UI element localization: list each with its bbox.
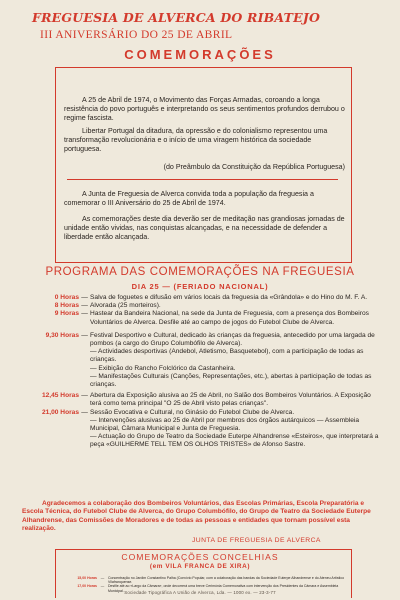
schedule-item: 0 Horas — Salva de foguetes e difusão em vários locais da freguesia da «Grândola» e do Hino do M. F. A. bbox=[22, 294, 382, 302]
schedule-text: Hastear da Bandeira Nacional, na sede da Junta de Freguesia, com a presença dos Bombeiros Voluntários de Alverca. Desfile até ao campo de jogos do Futebol Clube de Alverca. bbox=[90, 310, 369, 326]
schedule-text: Desfile até ao «Largo da Câmara», onde decorrerá uma breve Cerimónia Comemorativa com intervenção dos Presidentes da Câmara e Assembleia Municipal. bbox=[108, 584, 339, 593]
preamble-paragraph-2: Libertar Portugal da ditadura, da opressão e do colonialismo representou uma transformação revolucionária e o início de uma viragem histórica da sociedade portuguesa. bbox=[64, 127, 328, 154]
schedule-item: 15,00 Horas — Concentração no Jardim Constantino Palha (Convívio Popular, com a colaboração das bandas da Sociedade Euterpe Alhandrense e do Ateneu Artístico Vilafranquense. bbox=[47, 576, 347, 584]
schedule-subitem bbox=[22, 417, 382, 433]
invitation-paragraph: A Junta de Freguesia de Alverca convida toda a população da freguesia a comemorar o III Aniversário do 25 de Abril de 1974. bbox=[64, 190, 314, 208]
schedule-subitem bbox=[22, 373, 382, 389]
schedule-time: 17,00 Horas bbox=[77, 584, 97, 589]
schedule-text: — Manifestações Culturais (Canções, Representações, etc.), abertas à participação de todas as crianças. bbox=[90, 372, 372, 389]
poster-heading: COMEMORAÇÕES bbox=[124, 47, 276, 62]
schedule-subitem bbox=[22, 348, 382, 364]
printer-footer: Sociedade Tipográfica A União de Alverca, Lda. — 1000 ex. — 23-3-77 bbox=[124, 590, 276, 595]
schedule-time: 8 Horas bbox=[54, 302, 79, 310]
box-divider bbox=[67, 179, 338, 180]
schedule-time: 9,30 Horas bbox=[45, 331, 79, 339]
county-subtitle: (em VILA FRANCA DE XIRA) bbox=[149, 563, 251, 570]
schedule-text: Alvorada (25 morteiros). bbox=[90, 302, 161, 310]
schedule-subitem bbox=[22, 365, 382, 373]
schedule-item: 21,00 Horas — Sessão Evocativa e Cultural, no Ginásio do Futebol Clube de Alverca. bbox=[22, 409, 382, 417]
schedule-item: 9,30 Horas — Festival Desportivo e Cultural, dedicado às crianças da freguesia, antecedido por uma largada de pombos (a cargo do Grupo Columbófilo de Alverca). bbox=[22, 332, 382, 348]
preamble-citation: (do Preâmbulo da Constituição da República Portuguesa) bbox=[163, 163, 345, 171]
schedule-time: 9 Horas bbox=[54, 310, 79, 318]
acknowledgement-text: Agradecemos a colaboração dos Bombeiros Voluntários, das Escolas Primárias, Escola Preparatória e Escola Técnica, do Futebol Clube de Alverca, do Grupo Columbófilo, do Grupo de Teatro da Sociedade Euterpe Alhandrense, das Comissões de Moradores e de todas as pessoas e entidades que tornam possível esta realização. bbox=[22, 500, 371, 532]
schedule-time: 15,00 Horas bbox=[77, 576, 97, 580]
schedule-time: 21,00 Horas bbox=[41, 408, 79, 416]
poster-title: FREGUESIA DE ALVERCA DO RIBATEJO bbox=[32, 10, 321, 25]
acknowledgement-signature: JUNTA DE FREGUESIA DE ALVERCA bbox=[192, 537, 321, 544]
program-day: DIA 25 — (FERIADO NACIONAL) bbox=[131, 282, 269, 291]
schedule-text: — Intervenções alusivas ao 25 de Abril por membros dos órgãos autárquicos — Assembleia Municipal, Câmara Municipal e Junta de Freguesia. bbox=[90, 416, 360, 433]
schedule-text: Concentração no Jardim Constantino Palha (Convívio Popular, com a colaboração das bandas da Sociedade Euterpe Alhandrense e do Ateneu Artístico Vilafranquense. bbox=[108, 576, 345, 585]
schedule-item: 17,00 Horas — Desfile até ao «Largo da Câmara», onde decorrerá uma breve Cerimónia Comemorativa com intervenção dos Presidentes da Câmara e Assembleia Municipal. bbox=[47, 584, 347, 592]
preamble-paragraph-1: A 25 de Abril de 1974, o Movimento das Forças Armadas, coroando a longa resistência do povo português e interpretando os seus sentimentos profundos derrubou o regime fascista. bbox=[64, 96, 345, 123]
schedule-item: 12,45 Horas — Abertura da Exposição alusiva ao 25 de Abril, no Salão dos Bombeiros Voluntários. A Exposição terá como tema principal "O 25 de Abril visto pelas crianças". bbox=[22, 392, 382, 408]
schedule-text: Festival Desportivo e Cultural, dedicado às crianças da freguesia, antecedido por uma largada de pombos (a cargo do Grupo Columbófilo de Alverca). bbox=[90, 331, 375, 348]
poster-subtitle: III ANIVERSÁRIO DO 25 DE ABRIL bbox=[40, 29, 233, 41]
schedule-text: Salva de foguetes e difusão em vários locais da freguesia da «Grândola» e do Hino do M. F. A. bbox=[90, 294, 368, 301]
schedule-subitem bbox=[22, 433, 382, 449]
schedule-time: 12,45 Horas bbox=[41, 392, 79, 400]
meditation-paragraph: As comemorações deste dia deverão ser de meditação nas grandiosas jornadas de unidade então vividas, nas conquistas alcançadas, e na necessidade de defender a liberdade então alcançada. bbox=[64, 215, 345, 242]
schedule-text: — Actuação do Grupo de Teatro da Sociedade Euterpe Alhandrense «Esteiros», que interpretará a peça «GUILHERME TELL TEM OS OLHOS TRISTES» de Afonso Sastre. bbox=[90, 433, 379, 449]
county-title: COMEMORAÇÕES CONCELHIAS bbox=[121, 552, 279, 562]
schedule-time: 0 Horas bbox=[54, 294, 79, 301]
program-schedule bbox=[22, 294, 382, 450]
schedule-text: — Actividades desportivas (Andebol, Atletismo, Basquetebol), com a participação de todas as crianças. bbox=[90, 348, 364, 364]
schedule-item: 9 Horas — Hastear da Bandeira Nacional, na sede da Junta de Freguesia, com a presença dos Bombeiros Voluntários de Alverca. Desfile até ao campo de jogos do Futebol Clube de Alverca. bbox=[22, 310, 382, 326]
schedule-text: Abertura da Exposição alusiva ao 25 de Abril, no Salão dos Bombeiros Voluntários. A Exposição terá como tema principal "O 25 de Abril visto pelas crianças". bbox=[90, 392, 371, 408]
schedule-text: Sessão Evocativa e Cultural, no Ginásio do Futebol Clube de Alverca. bbox=[90, 408, 295, 416]
schedule-text: — Exibição do Rancho Folclórico da Castanheira. bbox=[90, 364, 236, 372]
program-title: PROGRAMA DAS COMEMORAÇÕES NA FREGUESIA bbox=[45, 266, 355, 278]
schedule-item: 8 Horas — Alvorada (25 morteiros). bbox=[22, 302, 382, 310]
